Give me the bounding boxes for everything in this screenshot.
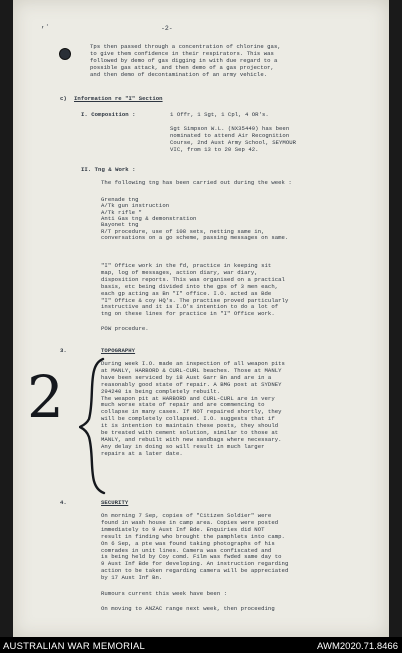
topography-line: it is intention to maintain these posts, they should xyxy=(101,422,279,430)
training-item: R/T procedure, use of 108 sets, netting same in, xyxy=(101,227,265,235)
office-para-line: basis, etc being divided into the gps of 3 men each, xyxy=(101,282,279,290)
topography-line: During week I.O. made an inspection of all weapon pits xyxy=(101,360,285,367)
training-item: A/Tk rifle " xyxy=(101,208,142,216)
training-item: Anti Gas tng & demonstration xyxy=(101,214,197,222)
section-title: Information re "I" Section xyxy=(74,95,163,102)
office-para-line: map, log of messages, action diary, war diary, xyxy=(101,268,258,276)
section-title: TOPOGRAPHY xyxy=(101,347,136,354)
subsection-label: II. Tng & Work : xyxy=(81,166,136,173)
section-number: 3. xyxy=(60,347,67,354)
topography-line: Any delay in doing so will result in much larger xyxy=(101,442,265,450)
topography-line: will be completely collapsed. I.O. suggests that if xyxy=(101,415,275,423)
office-para-line: tng on these lines for practice in "I" Office work. xyxy=(101,310,275,318)
topography-line: be treated with cement solution, similar to those at xyxy=(101,429,279,436)
page-number: -2- xyxy=(161,25,173,32)
paragraph-line: Tps then passed through a concentration of chlorine gas, xyxy=(90,43,281,50)
composition-detail-line: nominated to attend Air Recognition xyxy=(170,131,290,139)
composition-detail-line: Sgt Simpson W.L. (NX35449) has been xyxy=(170,125,290,132)
document-body xyxy=(13,0,389,637)
topography-line: repairs at a later date. xyxy=(101,449,183,457)
training-item: Bayonet tng xyxy=(101,221,139,229)
section-letter: c) xyxy=(60,95,67,102)
composition-detail-line: Course, 2nd Aust Army School, SEYMOUR xyxy=(170,138,297,146)
training-intro: The following tng has been carried out during the week : xyxy=(101,179,292,186)
training-item: Grenade tng xyxy=(101,196,139,203)
training-item: A/Tk gun instruction xyxy=(101,202,170,210)
office-para-line: "I" Office & coy HQ's. The practise proved particularly xyxy=(101,296,289,304)
footer-accession-number: AWM2020.71.8466 xyxy=(317,641,398,652)
paragraph-line: and then demo of decontamination of an army vehicle. xyxy=(90,70,268,78)
security-line: found in wash house in camp area. Copies were posted xyxy=(101,518,279,526)
security-line: immediately to 9 Aust Inf Bde. Enquiries did NOT xyxy=(101,525,265,533)
topography-line: at MANLY, HARBORD & CURL-CURL beaches. Those at MANLY xyxy=(101,366,282,374)
composition-detail-line: VIC, from 13 to 20 Sep 42. xyxy=(170,145,259,153)
office-para-line: instructive and it is I.O's intention to do a lot of xyxy=(101,303,279,311)
margin-mark: ,· xyxy=(41,22,50,30)
handwritten-brace xyxy=(79,357,107,495)
topography-line: reasonably good state of repair. A BMG post at SYDNEY xyxy=(101,380,282,388)
section-title: SECURITY xyxy=(101,499,129,506)
office-para-line: each gp acting as Bn "I" office. I.O. acted as Bde xyxy=(101,289,272,297)
security-line: comrades in unit lines. Camera was confiscated and xyxy=(101,546,272,554)
security-line: 9 Aust Inf Bde for developing. An instruction regarding xyxy=(101,560,289,568)
paragraph-line: to give them confidence in their respirators. This was xyxy=(90,49,274,57)
security-line: by 17 Aust Inf Bn. xyxy=(101,574,163,582)
footer-institution: AUSTRALIAN WAR MEMORIAL xyxy=(3,641,146,652)
topography-line: have been serviced by 18 Aust Garr Bn and are in a xyxy=(101,373,272,381)
topography-line: much worse state of repair and are commencing to xyxy=(101,401,265,409)
security-last-line: On moving to ANZAC range next week, then proceeding xyxy=(101,605,275,612)
office-para-line: disposition reports. This was organised on a practical xyxy=(101,275,285,283)
handwritten-number: 2 xyxy=(27,363,64,431)
paragraph-line: followed by demo of gas digging in with due regard to a xyxy=(90,56,278,64)
rumours-line: Rumours current this week have been : xyxy=(101,590,228,597)
topography-line: collapse in many cases. If NOT repaired shortly, they xyxy=(101,408,282,416)
topography-line: 294240 is being completely rebuilt. xyxy=(101,387,221,395)
office-para-line: "I" Office work in the fd, practice in keeping sit xyxy=(101,262,272,269)
security-line: action to be taken regarding camera will be appreciated xyxy=(101,567,289,575)
training-item: conversations on a go scheme, passing messages on same. xyxy=(101,233,289,241)
topography-line: The weapon pit at HARBORD and CURL-CURL are in very xyxy=(101,394,275,402)
footer-bar xyxy=(0,637,402,653)
security-line: result in finding who brought the pamphlets into camp. xyxy=(101,532,285,540)
pow-line: POW procedure. xyxy=(101,325,149,332)
security-line: On 6 Sep, a pte was found taking photographs of his xyxy=(101,539,275,547)
paragraph-line: possible gas attack, and then demo of a gas projector, xyxy=(90,63,274,71)
document-page xyxy=(13,0,389,637)
subsection-label: I. Composition : xyxy=(81,111,136,118)
security-line: On morning 7 Sep, copies of "Citizen Soldier" were xyxy=(101,512,272,519)
topography-line: MANLY, and rebuilt with new sandbags where necessary. xyxy=(101,435,282,443)
security-line: is being held by Coy comd. Film was fwded same day to xyxy=(101,553,282,561)
section-number: 4. xyxy=(60,499,67,506)
composition-value: 1 Offr, 1 Sgt, 1 Cpl, 4 OR's. xyxy=(170,111,269,118)
